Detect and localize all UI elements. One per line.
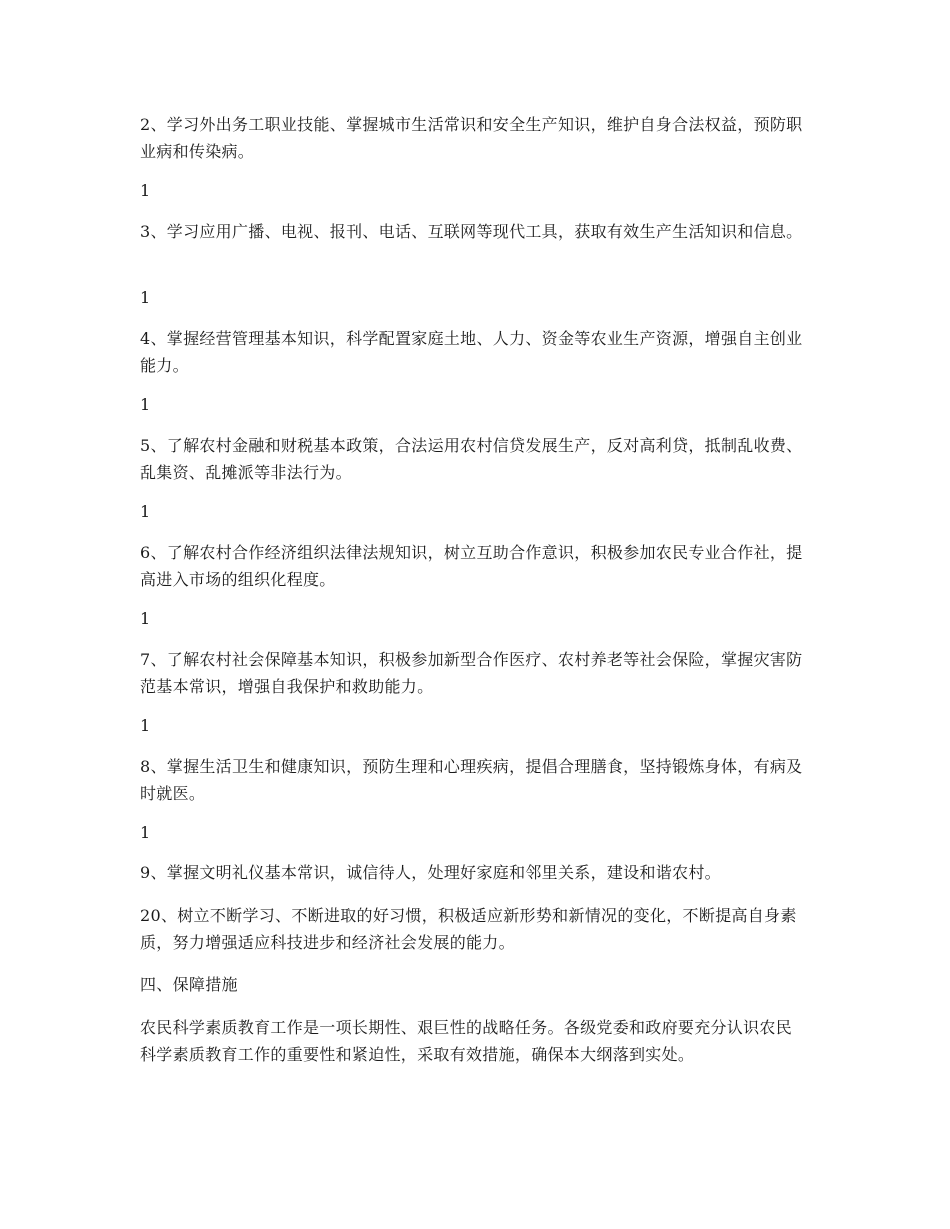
- page-number-marker: 1: [140, 181, 151, 200]
- page-number-marker: 1: [140, 395, 151, 414]
- paragraph-conclusion: 农民科学素质教育工作是一项长期性、艰巨性的战略任务。各级党委和政府要充分认识农民科学素质教育工作的重要性和紧迫性，采取有效措施，确保本大纲落到实处。: [140, 1018, 793, 1064]
- paragraph-item-9: 9、掌握文明礼仪基本常识，诚信待人，处理好家庭和邻里关系，建设和谐农村。: [140, 863, 721, 882]
- paragraph-item-20: 20、树立不断学习、不断进取的好习惯，积极适应新形势和新情况的变化，不断提高自身素质，努力增强适应科技进步和经济社会发展的能力。: [140, 906, 797, 952]
- paragraph-item-8: 8、掌握生活卫生和健康知识，预防生理和心理疾病，提倡合理膳食，坚持锻炼身体，有病及时就医。: [140, 757, 803, 803]
- paragraph-item-3: 3、学习应用广播、电视、报刊、电话、互联网等现代工具，获取有效生产生活知识和信息。: [140, 222, 803, 241]
- paragraph-item-5: 5、了解农村金融和财税基本政策，合法运用农村信贷发展生产，反对高利贷，抵制乱收费、乱集资、乱摊派等非法行为。: [140, 436, 803, 482]
- paragraph-item-4: 4、掌握经营管理基本知识，科学配置家庭土地、人力、资金等农业生产资源，增强自主创业能力。: [140, 329, 803, 375]
- paragraph-item-6: 6、了解农村合作经济组织法律法规知识，树立互助合作意识，积极参加农民专业合作社，提高进入市场的组织化程度。: [140, 543, 803, 589]
- page-number-marker: 1: [140, 609, 151, 628]
- page-number-marker: 1: [140, 502, 151, 521]
- section-heading: 四、保障措施: [140, 975, 238, 994]
- page-number-marker: 1: [140, 288, 151, 307]
- paragraph-item-7: 7、了解农村社会保障基本知识，积极参加新型合作医疗、农村养老等社会保险，掌握灾害防范基本常识，增强自我保护和救助能力。: [140, 650, 803, 696]
- page-number-marker: 1: [140, 716, 151, 735]
- page-number-marker: 1: [140, 823, 151, 842]
- paragraph-item-2: 2、学习外出务工职业技能、掌握城市生活常识和安全生产知识，维护自身合法权益，预防职业病和传染病。: [140, 115, 803, 161]
